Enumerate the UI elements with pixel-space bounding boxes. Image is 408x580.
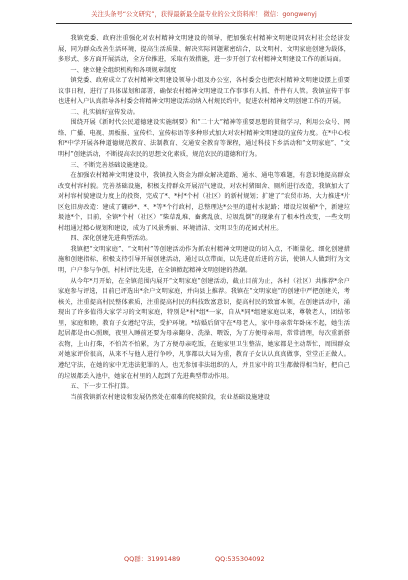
page-header (0, 6, 408, 28)
section-3-paragraph: 在加强农村精神文明建设中，我镇投入资金为群众解决道路、通水、通电等难题，有意识地提高群众改变村容村貌。完善基础设施，积极支持群众开展沼气建设，对农村猪圈舍、厕所进行改造，我镇加大了对村容村貌建设力度上的投资，完成了*、*村*个村（社区）的新村规划；扩建了“农贸市场、大力推进*片区危旧房改造：建成了硼砂*、*、*等*个行政村，总整理达*公里的道村水泥路；增设垃圾桶*个，新建垃圾池*个，目前，全镇*个村（社区）“柴草乱堆、畜禽乱放、垃圾乱倒”的现象有了根本性改变，一些文明村组通过精心规划和建设，成为了风景秀丽、环境清洁、文明卫生的花园式村庄。 (58, 172, 350, 232)
header-promo-banner: 关注头条号“公文研究”，获得最新最全最专业的公文资料库！ 微信：gongwenyj (91, 11, 317, 18)
intro-paragraph: 我镇党委、政府注重强化对农村精神文明建设的领导，把加强农村精神文明建设同农村社会经济发展，同为群众改善生活环境，提高生活质量、解决实际问题紧密结合，以文明村、文明家庭创建为载体，多形式、多方面开展活动，全方位推进，采取有效措施，进一步开创了农村精神文明建设工作的新局面。 (58, 35, 350, 64)
section-heading-4: 四、深化创建先进典型活动。 (70, 235, 152, 243)
section-2-paragraph: 围绕开展《新时代公民道德建设实施纲要》和“二十大”精神等重要思想的贯彻学习，利用公众号、网络、广播、电视、黑板报、宣传栏、宣传标语等多种形式加大对农村精神文明建设的宣传力度。在*中心校和*中学开展各种道德规范教育、法制教育、交通安全教育等课程，通过科技下乡活动和“文明家庭”、“文明村”创建活动，不断提高农民的思想文化素质，规范农民的道德和行为。 (58, 119, 350, 159)
page-footer (0, 552, 408, 566)
section-heading-3: 三、不断完善基础设施建设。 (70, 161, 152, 169)
footer-qq-group: QQ群：31991489 (124, 555, 181, 563)
section-5-paragraph: 当前我镇新农村建设和发展仍然处在艰难的爬坡阶段，农业基础设施建设 (70, 393, 270, 401)
section-4-paragraph-1: 我镇把“文明家庭”、“文明村”等创建活动作为抓农村精神文明建设的切入点，不断量化、细化创建措施和创建指标，积极支持引导开展创建活动，通过以点带面，以先进促后进的方法，使镇人人做到行为文明，户户参与争创，村村评比先进，在全镇掀起精神文明创建的热潮。 (58, 245, 350, 275)
section-1-paragraph: 镇党委、政府成立了农村精神文明建设领导小组及办公室，各村委会也把农村精神文明建设摆上重要议事日程，进行了具体谋划和部署，确保农村精神文明建设工作事事有人抓、件件有人管。我镇宣传干事也进村入户认真指导各村委会将精神文明建设活动纳入村规民约中，促进农村精神文明创建工作的开展。 (58, 77, 350, 106)
section-heading-2: 二、扎实搞好宣传发动。 (70, 108, 140, 116)
document-body (58, 34, 350, 546)
header-divider (56, 23, 352, 24)
footer-qq-number: QQ:535304092 (215, 555, 265, 563)
section-heading-1: 一、建立健全组织机构和各项规章制度 (70, 66, 177, 74)
section-heading-5: 五、下一步工作打算。 (70, 383, 133, 391)
section-4-paragraph-2: 从今年*月开始，在全镇范围内展开“文明家庭”创建活动，截止目前为止，各村（社区）共推荐*余户家庭参与评选，目前已评选出*余户文明家庭，并向县上推荐。我镇在“文明家庭”的创建中严把创建关，考核关，注重提高村民整体素质，注重提高村民的科技致富意识，提高村民的致富本领，在创建活动中，涌现出了许多值得大家学习的文明家庭，特别是*村*组*一家，自从*同*组建家庭以来，尊敬老人，团结邻里，家庭和睦，教育子女遵纪守法，受护环境。*结婚后留守在*母老人，家中母亲常年卧床不起，她生活起居都是由心照顾，夜里入睡前还要为母亲翻身、洗澡、喂饭，为了方便母亲用，常常清理，每次重新搭衣物，上山打柴，不怕苦不怕累，为了方便母亲吃饭，在她家里卫生整洁，她家都是主动帮忙，周围群众对她家评价很高，从来不与他人进行争吵，凡事都以大局为重，教育子女认认真真做事，堂堂正正做人。遵纪守法，在她的家中无违法犯罪的人，也无参加非法组织的人，并且家中的卫生都做得相当好，把自己的垃圾都丢入池中，她家在村里的人起到了先进典型带动作用。 (58, 277, 350, 380)
